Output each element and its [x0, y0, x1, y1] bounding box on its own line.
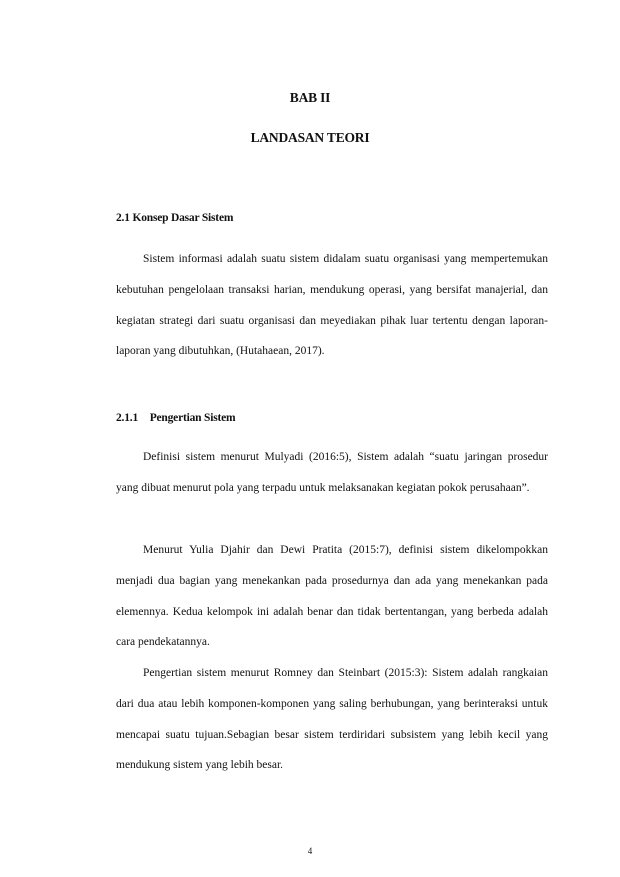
paragraph-definisi-mulyadi: Definisi sistem menurut Mulyadi (2016:5), Sistem adalah “suatu jaringan prosedur yang dibuat menurut pola yang terpadu untuk melaksanakan kegiatan pokok perusahaan”.	[116, 451, 548, 494]
chapter-title: LANDASAN TEORI	[250, 130, 370, 145]
paragraph-konsep-dasar-sistem: Sistem informasi adalah suatu sistem didalam suatu organisasi yang mempertemukan kebutuhan pengelolaan transaksi harian, mendukung operasi, yang bersifat manajerial, dan kegiatan strategi dari suatu organisasi dan meyediakan pihak luar tertentu dengan laporan-laporan yang dibutuhkan, (Hutahaean, 2017).	[116, 253, 548, 358]
page-number: 4	[307, 846, 313, 856]
paragraph-definisi-djahir-pratita: Menurut Yulia Djahir dan Dewi Pratita (2015:7), definisi sistem dikelompokkan menjadi dua bagian yang menekankan pada prosedurnya dan ada yang menekankan pada elemennya. Kedua kelompok ini adalah benar dan tidak bertentangan, yang berbeda adalah cara pendekatannya.	[116, 544, 548, 649]
paragraph-definisi-romney-steinbart: Pengertian sistem menurut Romney dan Steinbart (2015:3): Sistem adalah rangkaian dari dua atau lebih komponen-komponen yang saling berhubungan, yang berinteraksi untuk mencapai suatu tujuan.Sebagian besar sistem terdiridari subsistem yang lebih kecil yang mendukung sistem yang lebih besar.	[116, 667, 548, 772]
section-title: Pengertian Sistem	[149, 412, 236, 424]
section-heading-2-1-1	[116, 412, 235, 424]
section-number: 2.1.1	[116, 412, 139, 424]
section-heading-2-1: 2.1 Konsep Dasar Sistem	[116, 212, 234, 224]
chapter-number: BAB II	[289, 90, 331, 105]
